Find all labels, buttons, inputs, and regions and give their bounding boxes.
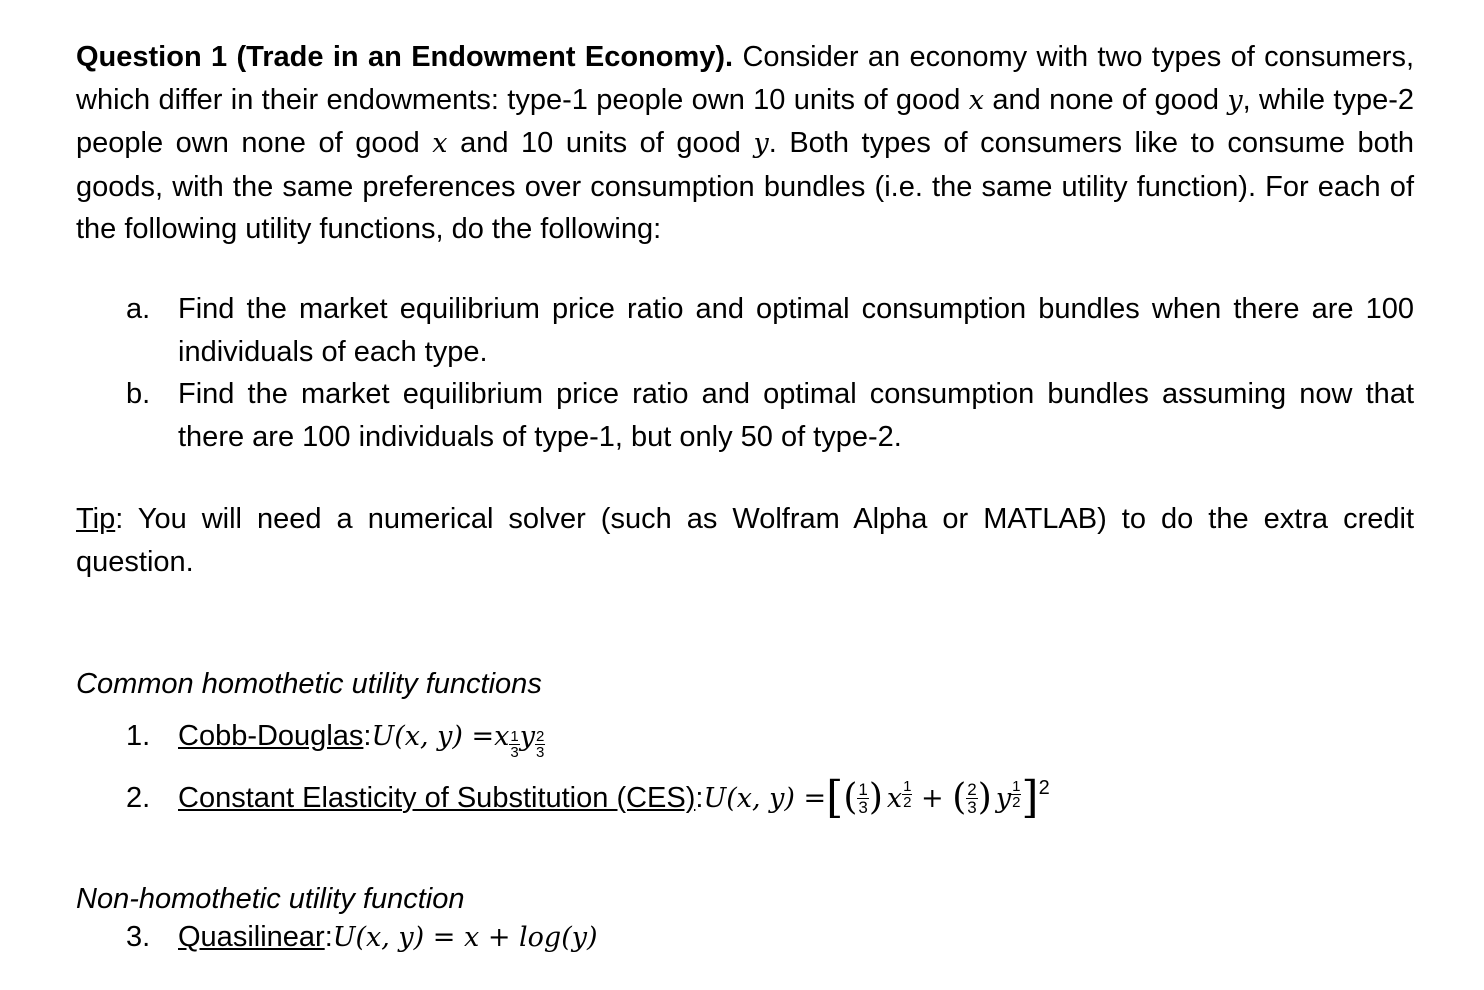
outer-exponent: 2 [1038,776,1050,799]
formula-lhs: U(x, y) = [371,721,495,752]
exponent-fraction [509,729,519,760]
separator: : [324,921,333,953]
fraction-denominator: 2 [1012,793,1021,811]
tip-text: : You will need a numerical solver (such as Wolfram Alpha or MATLAB) to do the extra credit question. [76,503,1414,578]
formula-lhs: U(x, y) = [703,782,827,814]
list-marker: 3. [126,921,151,953]
right-paren: ) [977,777,992,818]
tip-paragraph [76,498,1414,583]
coefficient-fraction [857,781,868,816]
formula: U(x, y) = x + log(y) [332,922,598,953]
fraction-denominator: 2 [903,793,912,811]
left-bracket: [ [826,772,844,823]
coefficient-fraction [966,781,977,816]
part-text: Find the market equilibrium price ratio and optimal consumption bundles when there are 100 individuals of each type. [178,293,1414,368]
fraction-numerator: 2 [967,779,977,799]
math-var-y: y [995,782,1012,814]
parts-list [126,288,1414,458]
list-item [126,772,1050,823]
list-marker: a. [126,293,151,325]
nonhomothetic-section-title: Non-homothetic utility function [76,883,465,915]
exponent-fraction [1011,779,1021,810]
fraction-numerator: 1 [1012,777,1021,795]
exponent-fraction [535,729,545,760]
list-item [126,720,545,764]
question-text: and 10 units of good [447,127,754,159]
question-text: . Both types of consumers like to consume both goods, with the same preferences over consumption bundles (i.e. the same utility function). For each of the following utility functions, do the following: [76,127,1414,245]
right-bracket: ] [1021,772,1039,823]
math-var-x: x [886,782,903,814]
question-text: and none of good [984,83,1228,116]
math-var-x: x [968,84,984,116]
tip-label: Tip [76,503,116,535]
list-marker: b. [126,378,151,410]
separator: : [695,781,704,814]
fraction-denominator: 3 [967,797,977,817]
math-var-x: x [494,721,510,752]
fraction-denominator: 3 [535,744,545,761]
fraction-numerator: 1 [510,728,519,745]
function-name: Constant Elasticity of Substitution (CES) [178,781,696,814]
fraction-denominator: 3 [858,797,868,817]
list-item [126,921,598,954]
fraction-numerator: 2 [535,728,545,745]
function-name: Quasilinear [178,921,325,953]
left-paren: ( [952,777,967,818]
question-paragraph [76,36,1414,251]
left-paren: ( [843,777,858,818]
function-name: Cobb-Douglas [178,720,364,752]
list-marker: 1. [126,720,151,752]
question-title: Question 1 (Trade in an Endowment Economy). [76,41,734,73]
question-text: Consider an economy with two types of consumers, which differ in their endowments: type-1 people own 10 units of good [76,41,1414,116]
plus-sign: + [912,782,953,814]
exponent-fraction [902,779,912,810]
math-var-y: y [519,721,535,752]
fraction-numerator: 1 [903,777,912,795]
homothetic-section-title: Common homothetic utility functions [76,668,542,700]
fraction-numerator: 1 [858,779,868,799]
math-var-x: x [432,128,448,159]
list-marker: 2. [126,781,151,814]
list-item [126,373,1414,458]
math-var-y: y [1227,84,1243,116]
list-item [126,288,1414,373]
right-paren: ) [868,777,883,818]
question-document [76,36,1415,953]
fraction-denominator: 3 [510,744,519,761]
part-text: Find the market equilibrium price ratio and optimal consumption bundles assuming now that there are 100 individuals of type-1, but only 50 of type-2. [178,378,1414,453]
math-var-y: y [753,128,769,159]
separator: : [363,720,372,752]
question-text: , while type-2 people own none of good [76,83,1415,159]
